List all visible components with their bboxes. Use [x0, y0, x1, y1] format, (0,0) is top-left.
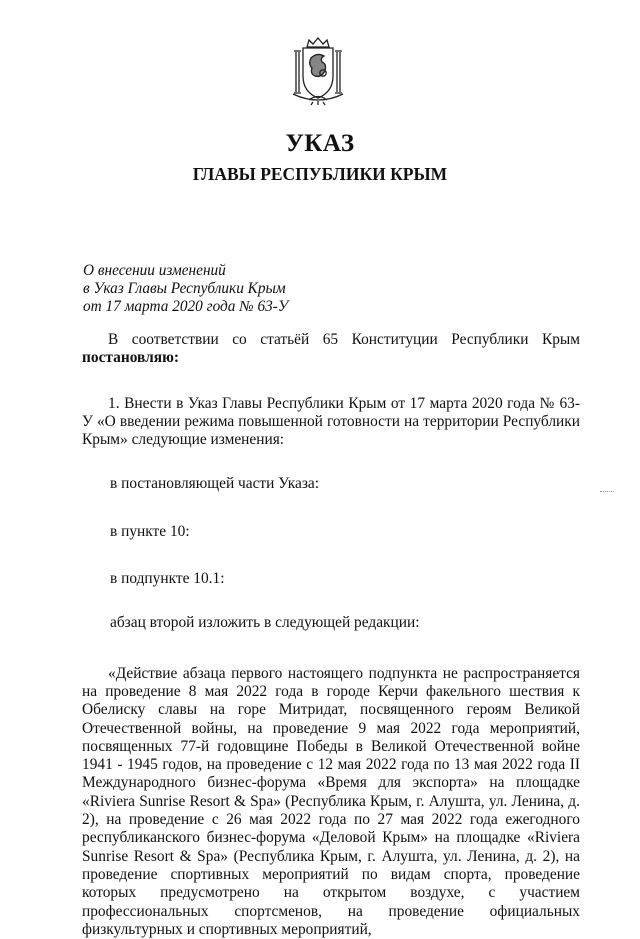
- body-paragraph: в постановляющей части Указа:: [110, 475, 320, 493]
- body-paragraph: в пункте 10:: [110, 522, 190, 540]
- body-paragraph: абзац второй изложить в следующей редакции:: [110, 614, 420, 632]
- decree-subject: [83, 262, 483, 316]
- preamble-bold: постановляю:: [82, 349, 179, 367]
- body-paragraph: в подпункте 10.1:: [110, 570, 225, 588]
- subject-line: в Указ Главы Республики Крым: [83, 280, 286, 297]
- subject-line: от 17 марта 2020 года № 63-У: [83, 298, 289, 315]
- body-paragraph: 1. Внести в Указ Главы Республики Крым от 17 марта 2020 года № 63-У «О введении режима повышенной готовности на территории Республики Крым» следующие изменения:: [82, 394, 580, 449]
- subject-line: О внесении изменений: [83, 262, 226, 279]
- scan-speck: [600, 491, 614, 493]
- preamble-paragraph: [82, 331, 580, 368]
- body-paragraph: «Действие абзаца первого настоящего подпункта не распространяется на проведение 8 мая 2022 года в городе Керчи факельного шествия к Обелиску славы на горе Митридат, посвященного героям Великой Отечественной войны, на проведение 9 мая 2022 года мероприятий, посвященных 77-й годовщине Победы в Великой Отечественной войне 1941 - 1945 годов, на проведение с 12 мая 2022 года по 13 мая 2022 года II Международного бизнес-форума «Время для экспорта» на площадке «Riviera Sunrise Resort & Spa» (Республика Крым, г. Алушта, ул. Ленина, д. 2), на проведение с 26 мая 2022 года по 27 мая 2022 года ежегодного республиканского бизнес-форума «Деловой Крым» на площадке «Riviera Sunrise Resort & Spa» (Республика Крым, г. Алушта, ул. Ленина, д. 2), на проведение спортивных мероприятий по видам спорта, проведение которых предусмотрено на открытом воздухе, с участием профессиональных спортсменов, на проведение официальных физкультурных и спортивных мероприятий,: [82, 664, 580, 938]
- decree-subtitle: ГЛАВЫ РЕСПУБЛИКИ КРЫМ: [192, 164, 448, 184]
- crimea-coat-of-arms-icon: [287, 36, 349, 106]
- decree-title: УКАЗ: [285, 130, 355, 157]
- preamble-text: В соответствии со статьёй 65 Конституции Республики Крым: [108, 331, 580, 348]
- decree-body: [82, 331, 580, 939]
